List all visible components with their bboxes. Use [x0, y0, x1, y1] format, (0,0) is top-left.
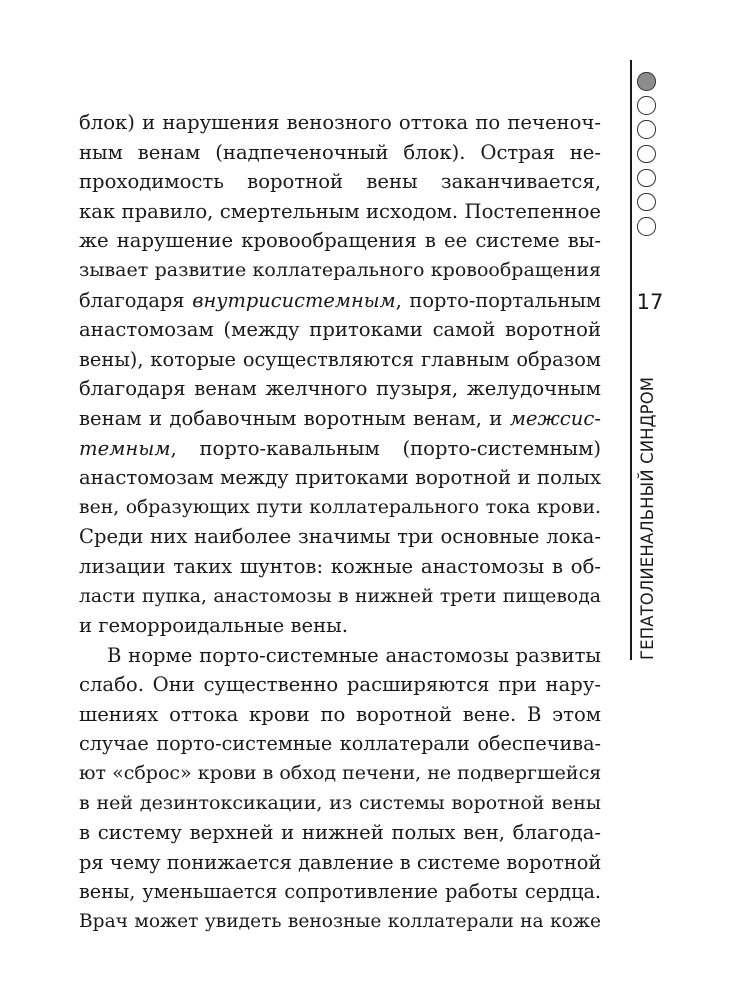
text-line: вены), которые осуществляются главным образом [79, 347, 601, 371]
progress-dot-empty [637, 193, 656, 212]
progress-dot-empty [637, 120, 656, 139]
chapter-progress-dots [637, 72, 661, 241]
text-line: вены, уменьшается сопротивление работы сердца. [79, 880, 601, 904]
text-line [79, 286, 601, 316]
text-line: же нарушение кровообращения в ее системе вы- [79, 229, 601, 253]
italic-term: внутрисистемным [192, 288, 396, 312]
paragraph [79, 108, 601, 641]
text-line: проходимость воротной вены заканчивается, [79, 170, 601, 194]
running-title: ГЕПАТОЛИЕНАЛЬНЫЙ СИНДРОМ [638, 376, 657, 660]
text-line: лизации таких шунтов: кожные анастомозы в об- [79, 554, 601, 578]
progress-dot-empty [637, 145, 656, 164]
text-line: ным венам (надпеченочный блок). Острая не- [79, 140, 601, 164]
text-line: В норме порто-системные анастомозы развиты [107, 643, 601, 667]
progress-dot-filled [637, 72, 656, 91]
text-run: благодаря [79, 288, 193, 312]
text-line: слабо. Они существенно расширяются при нару- [79, 673, 601, 697]
text-run: венам и добавочным воротным венам, и [79, 406, 510, 430]
text-line: шениях оттока крови по воротной вене. В этом [79, 702, 601, 726]
text-line: ря чему понижается давление в системе воротной [79, 850, 601, 874]
text-line: и геморроидальные вены. [79, 614, 348, 638]
paragraph [79, 641, 601, 937]
text-line: зывает развитие коллатерального кровообращения [79, 258, 601, 281]
body-text [79, 108, 601, 937]
italic-term: межсис- [509, 406, 601, 430]
progress-dot-empty [637, 217, 656, 236]
text-line: как правило, смертельным исходом. Постепенное [79, 199, 601, 223]
text-line [79, 434, 601, 464]
page-number: 17 [636, 290, 664, 314]
text-line: Врач может увидеть венозные коллатерали на коже [79, 911, 601, 933]
progress-dot-empty [637, 96, 656, 115]
text-line: ют «сброс» крови в обход печени, не подвергшейся [79, 762, 601, 785]
text-line: благодаря венам желчного пузыря, желудочным [79, 377, 601, 401]
text-line: в систему верхней и нижней полых вен, благода- [79, 821, 601, 845]
text-line: анастомозам между притоками воротной и полых [79, 466, 601, 490]
italic-term: темным [79, 436, 171, 460]
text-line: блок) и нарушения венозного оттока по печеноч- [79, 111, 601, 134]
text-line: в ней дезинтоксикации, из системы воротной вены [79, 791, 601, 814]
text-line: ласти пупка, анастомозы в нижней трети пищевода [79, 585, 601, 607]
text-line [79, 404, 601, 434]
text-line: вен, образующих пути коллатерального тока крови. [79, 496, 601, 518]
text-line: Среди них наиболее значимы три основные лока- [79, 525, 601, 549]
text-line: случае порто-системные коллатерали обеспечива- [79, 732, 601, 756]
text-run: , порто-кавальным (порто-системным) [170, 436, 601, 460]
progress-dot-empty [637, 169, 656, 188]
text-line: анастомозам (между притоками самой воротной [79, 318, 601, 342]
text-run: , порто-портальным [395, 288, 601, 312]
margin-vertical-rule [630, 60, 632, 660]
